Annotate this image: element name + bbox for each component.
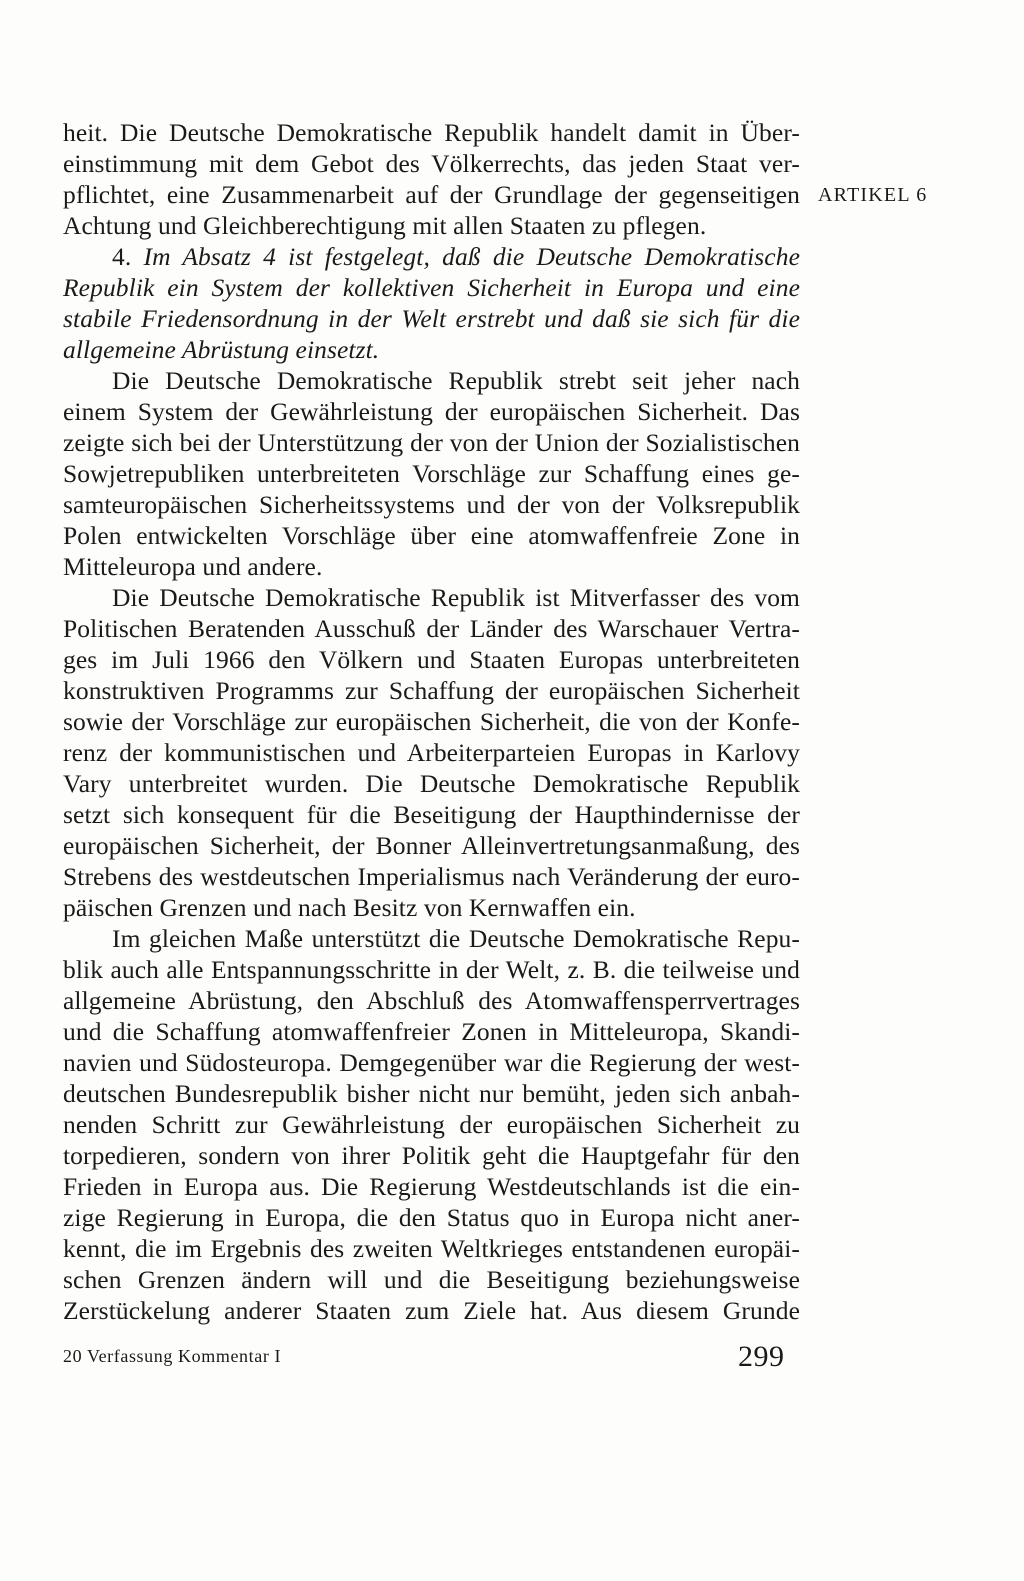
text-line: allgemeine Abrüstung, den Abschluß des Atomwaffensperrvertrages [63,986,800,1015]
text-line: kennt, die im Ergebnis des zweiten Weltkrieges entstandenen europäi- [63,1234,800,1263]
text-line: zeigte sich bei der Unterstützung der von der Union der Sozialistischen [63,428,800,457]
text-line: Frieden in Europa aus. Die Regierung Westdeutschlands ist die ein- [63,1172,800,1201]
page-number: 299 [738,1340,785,1373]
article-margin-note: ARTIKEL 6 [818,184,928,206]
text-line: Republik ein System der kollektiven Sicherheit in Europa und eine [63,273,800,302]
text-line: torpedieren, sondern von ihrer Politik geht die Hauptgefahr für den [63,1141,800,1170]
text-line: ges im Juli 1966 den Völkern und Staaten Europas unterbreiteten [63,645,800,674]
text-line: navien und Südosteuropa. Demgegenüber war die Regierung der west- [63,1048,800,1077]
text-line: einstimmung mit dem Gebot des Völkerrechts, das jeden Staat ver- [63,149,800,178]
text-line: renz der kommunistischen und Arbeiterparteien Europas in Karlovy [63,738,800,767]
text-line: Achtung und Gleichberechtigung mit allen Staaten zu pflegen. [63,211,707,240]
printer-signature: 20 Verfassung Kommentar I [63,1346,282,1366]
text-line: einem System der Gewährleistung der europäischen Sicherheit. Das [63,397,800,426]
text-line: setzt sich konsequent für die Beseitigung der Haupthindernisse der [63,800,800,829]
text-line: nenden Schritt zur Gewährleistung der europäischen Sicherheit zu [63,1110,800,1139]
text-line: und die Schaffung atomwaffenfreier Zonen in Mitteleuropa, Skandi- [63,1017,800,1046]
text-line: samteuropäischen Sicherheitssystems und der von der Volksrepublik [63,490,800,519]
text-line: blik auch alle Entspannungsschritte in der Welt, z. B. die teilweise und [63,955,800,984]
text-line: Politischen Beratenden Ausschuß der Länder des Warschauer Vertra- [63,614,800,643]
text-line: heit. Die Deutsche Demokratische Republik handelt damit in Über- [63,118,800,147]
section-4-first-line [63,241,800,272]
text-line: allgemeine Abrüstung einsetzt. [63,335,380,364]
text-line: Die Deutsche Demokratische Republik ist Mitverfasser des vom [112,583,800,612]
text-line: sowie der Vorschläge zur europäischen Sicherheit, die von der Konfe- [63,707,800,736]
text-line: deutschen Bundesrepublik bisher nicht nur bemüht, jeden sich anbah- [63,1079,800,1108]
section-number: 4. [112,242,132,271]
text-line: Zerstückelung anderer Staaten zum Ziele hat. Aus diesem Grunde [63,1296,800,1325]
text-line: Im gleichen Maße unterstützt die Deutsche Demokratische Repu- [112,924,800,953]
text-line: pflichtet, eine Zusammenarbeit auf der Grundlage der gegenseitigen [63,180,800,209]
section-heading-text: Im Absatz 4 ist festgelegt, daß die Deutsche Demokratische [143,242,800,271]
text-line: Polen entwickelten Vorschläge über eine atomwaffenfreie Zone in [63,521,800,550]
text-line: stabile Friedensordnung in der Welt erstrebt und daß sie sich für die [63,304,800,333]
text-line: päischen Grenzen und nach Besitz von Kernwaffen ein. [63,893,636,922]
text-line: Mitteleuropa und andere. [63,552,323,581]
text-line: konstruktiven Programms zur Schaffung der europäischen Sicherheit [63,676,800,705]
text-line: zige Regierung in Europa, die den Status quo in Europa nicht aner- [63,1203,800,1232]
text-line: Die Deutsche Demokratische Republik strebt seit jeher nach [112,366,800,395]
text-line: Vary unterbreitet wurden. Die Deutsche Demokratische Republik [63,769,800,798]
text-line: Sowjetrepubliken unterbreiteten Vorschläge zur Schaffung eines ge- [63,459,800,488]
text-line: Strebens des westdeutschen Imperialismus nach Veränderung der euro- [63,862,800,891]
text-line: schen Grenzen ändern will und die Beseitigung beziehungsweise [63,1265,800,1294]
text-line: europäischen Sicherheit, der Bonner Alleinvertretungsanmaßung, des [63,831,800,860]
